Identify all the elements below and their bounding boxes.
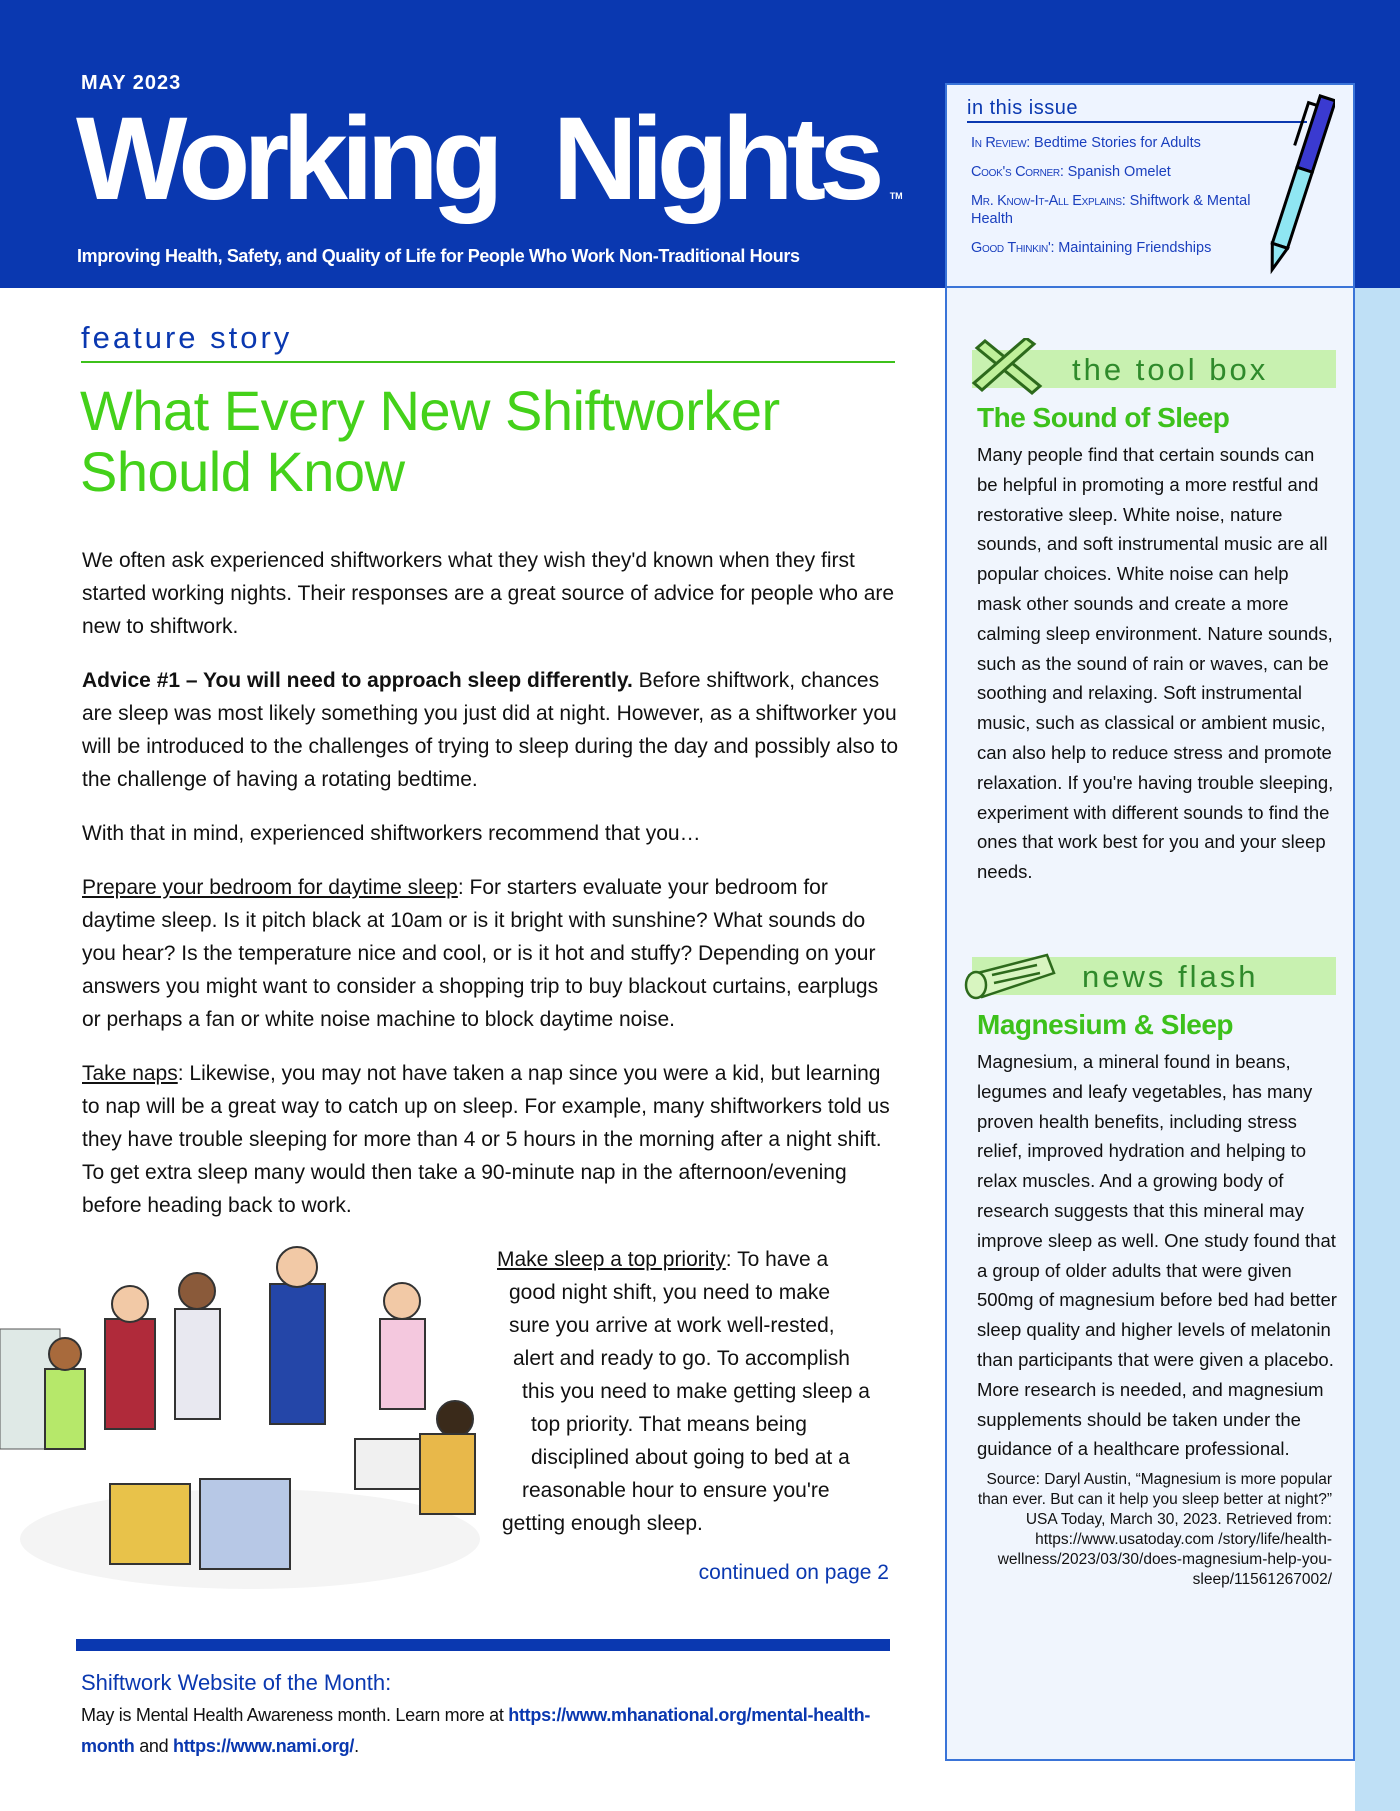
- naps-paragraph: Take naps: Likewise, you may not have taken a nap since you were a kid, but learning to nap will be a great way to catch up on sleep. For example, many shiftworkers told us they have trouble sleeping for more than 4 or 5 hours in the morning after a night shift. To get extra sleep many would then take a 90-minute nap in the afternoon/evening before heading back to work.: [82, 1062, 890, 1217]
- issue-date: MAY 2023: [81, 72, 182, 94]
- newsflash-heading: Magnesium & Sleep: [977, 1008, 1234, 1040]
- issue-item[interactable]: In Review: Bedtime Stories for Adults: [971, 135, 1201, 151]
- advice-paragraph: Advice #1 – You will need to approach sleep differently. Before shiftwork, chances are sleep was most likely something you just did at night. However, as a shiftworker you will be introduced to the challenges of trying to sleep during the day and possibly also to the challenge of having a rotating bedtime.: [82, 669, 899, 791]
- issue-item[interactable]: Mr. Know-It-All Explains: Shiftwork & Mental Health: [971, 193, 1251, 227]
- newsletter-title: Working Nights TM: [76, 93, 903, 225]
- recommend-paragraph: With that in mind, experienced shiftworkers recommend that you…: [82, 822, 701, 845]
- nami-link[interactable]: https://www.nami.org/: [173, 1736, 355, 1756]
- in-this-issue-box: [945, 83, 1355, 288]
- trademark: TM: [889, 191, 903, 201]
- newsflash-band: [972, 957, 1336, 995]
- priority-section: [0, 1243, 910, 1613]
- issue-item[interactable]: Good Thinkin': Maintaining Friendships: [971, 240, 1212, 256]
- continued-link[interactable]: continued on page 2: [698, 1561, 889, 1584]
- source-citation: Source: Daryl Austin, “Magnesium is more popular than ever. But can it help you sleep better at night?” USA Today, March 30, 2023. Retrieved from: https://www.usatoday.com /story/life/health-wellness/2023/03/30/does-magnesium-help-you-sleep/11561267002/: [977, 1471, 1332, 1589]
- sidebar: [945, 288, 1355, 1761]
- toolbox-text: Many people find that certain sounds can be helpful in promoting a more restful and restorative sleep. White noise, nature sounds, and soft instrumental music are all popular choices. White noise can help mask other sounds and create a more calming sleep environment. Nature sounds, such as the sound of rain or waves, can be soothing and relaxing. Soft instrumental music, such as classical or ambient music, can also help to reduce stress and promote relaxation. If you're having trouble sleeping, experiment with different sounds to find the ones that work best for you and your sleep needs.: [977, 444, 1334, 883]
- feature-story-label: feature story: [81, 320, 293, 355]
- feature-headline: What Every New Shiftworker Should Know: [80, 379, 780, 503]
- newsflash-label: news flash: [1082, 958, 1259, 994]
- newsletter-subtitle: Improving Health, Safety, and Quality of Life for People Who Work Non-Traditional Hours: [77, 246, 800, 266]
- divider-bar: [76, 1639, 890, 1651]
- bedroom-paragraph: Prepare your bedroom for daytime sleep: For starters evaluate your bedroom for daytime sleep. Is it pitch black at 10am or is it bright with sunshine? What sounds do you hear? Is the temperature nice and cool, or is it hot and stuffy? Depending on your answers you might want to consider a shopping trip to buy blackout curtains, earplugs or perhaps a fan or white noise machine to block daytime noise.: [82, 876, 879, 1031]
- newspaper-icon: [962, 945, 1062, 1005]
- toolbox-heading: The Sound of Sleep: [977, 402, 1230, 433]
- toolbox-label: the tool box: [1072, 352, 1269, 387]
- newsflash-text: Magnesium, a mineral found in beans, legumes and leafy vegetables, has many proven health benefits, including stress relief, improved hydration and helping to relax muscles. And a growing body of research suggests that this mineral may improve sleep as well. One study found that a group of older adults that were given 500mg of magnesium before bed had better sleep quality and higher levels of melatonin than participants that were given a placebo. More research is needed, and magnesium supplements should be taken under the guidance of a healthcare professional.: [977, 1050, 1337, 1460]
- website-paragraph: May is Mental Health Awareness month. Learn more at https://www.mhanational.org/mental-health-month and https://www.nami.org/.: [81, 1705, 871, 1756]
- mha-link[interactable]: https://www.mhanational.org/mental-health-month: [81, 1705, 871, 1756]
- intro-paragraph: We often ask experienced shiftworkers what they wish they'd known when they first started working nights. Their responses are a great source of advice for people who are new to shiftwork.: [82, 549, 895, 638]
- issue-item[interactable]: Cook's Corner: Spanish Omelet: [971, 164, 1171, 180]
- tools-icon: [962, 338, 1052, 400]
- toolbox-band: [972, 350, 1336, 388]
- priority-paragraph: Make sleep a top priority: To have a good night shift, you need to make sure you arrive at work well-rested, alert and ready to go. To accomplish this you need to make getting sleep a top priority. That means being disciplined about going to bed at a reasonable hour to ensure you're getting enough sleep.: [497, 1248, 870, 1535]
- in-this-issue-heading: in this issue: [967, 97, 1307, 123]
- website-heading: Shiftwork Website of the Month:: [81, 1670, 392, 1695]
- feature-body: [0, 544, 910, 1762]
- decorative-strip: [1355, 288, 1400, 1811]
- divider: [81, 361, 895, 363]
- support-group-illustration: [0, 1239, 497, 1609]
- pen-icon: [1265, 89, 1335, 279]
